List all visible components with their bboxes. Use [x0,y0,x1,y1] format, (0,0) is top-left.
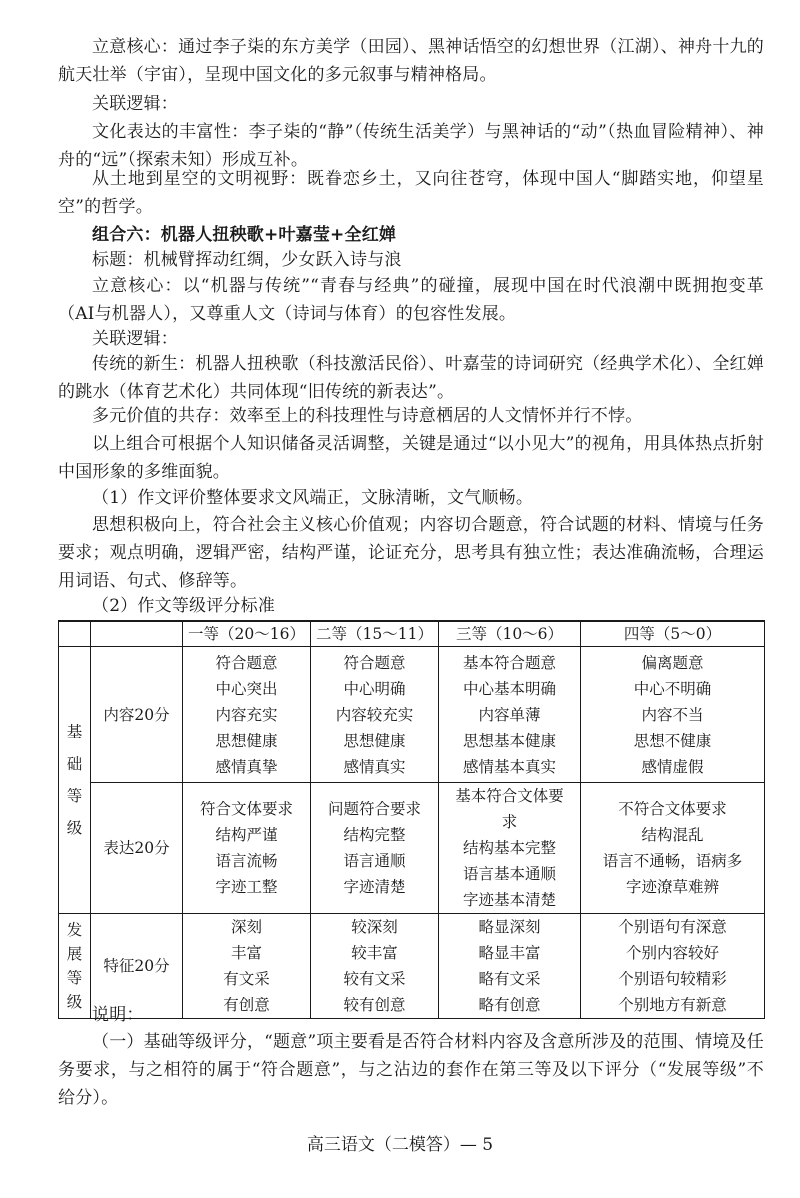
header-grade-4: 四等（5～0） [581,621,765,647]
cell-line: 个别语句较精彩 [618,970,727,988]
cell-line: 内容较充实 [335,705,414,724]
cell-line: 略有文采 [478,970,541,988]
cell-line: 符合题意 [343,653,406,672]
cell-line: 问题符合要求 [327,800,421,818]
cell-line: 语言基本通顺 [462,865,556,883]
cell-line: 字迹清楚 [343,878,406,896]
table-row-content [59,647,765,783]
cell-content-grade-2 [311,647,439,783]
cell-line: 感情真挚 [215,757,278,776]
row-label-content: 内容20分 [91,647,183,783]
row-label-feature: 特征20分 [91,914,183,1019]
cell-line: 内容不当 [641,705,704,724]
cell-line: 结构完整 [343,826,406,844]
notes-heading: 说明： [92,1005,144,1025]
page-footer: 高三语文（二模答）— 5 [306,1135,494,1155]
cell-line: 略有创意 [478,996,541,1014]
cell-line: 字迹工整 [215,878,278,896]
paragraph-logic-richness: 文化表达的丰富性：李子柒的“静”（传统生活美学）与黑神话的“动”（热血冒险精神）、神舟的“远”（探索未知）形成互补。 [58,122,764,170]
paragraph-title-6: 标题：机械臂挥动红绸，少女跃入诗与浪 [92,250,402,270]
grading-table [58,620,765,1019]
header-empty-cell [91,621,183,647]
level-dev-label: 发展等级 [66,921,83,1011]
cell-line: 思想健康 [343,731,406,750]
cell-line: 内容单薄 [478,705,541,724]
paragraph-logic-heading-6: 关联逻辑： [92,329,178,349]
cell-line: 基本符合文体要 [455,787,564,805]
cell-line: 个别内容较好 [625,944,719,962]
cell-line: 语言通顺 [343,852,406,870]
cell-content-grade-1 [183,647,311,783]
cell-line: 思想基本健康 [462,731,556,750]
cell-line: 个别地方有新意 [618,996,727,1014]
cell-line: 符合题意 [215,653,278,672]
paragraph-core-idea-6: 立意核心：以“机器与传统”“青春与经典”的碰撞，展现中国在时代浪潮中既拥抱变革（AI与机器人），又尊重人文（诗词与体育）的包容性发展。 [58,276,764,324]
cell-line: 思想不健康 [633,731,712,750]
paragraph-requirement-1: （1）作文评价整体要求文风端正，文脉清晰，文气顺畅。 [92,488,534,508]
cell-line: 感情基本真实 [462,757,556,776]
table-row-expression [59,783,765,914]
cell-line: 感情真实 [343,757,406,776]
cell-line: 中心明确 [343,679,406,698]
cell-line: 中心基本明确 [462,679,556,698]
cell-line: 基本符合题意 [462,653,556,672]
cell-line: 有文采 [223,970,270,988]
cell-line: 字迹潦草难辨 [625,878,719,896]
paragraph-logic-tradition: 传统的新生：机器人扭秧歌（科技激活民俗）、叶嘉莹的诗词研究（经典学术化）、全红婵的跳水（体育艺术化）共同体现“旧传统的新表达”。 [58,354,764,402]
cell-line: 略显丰富 [478,944,541,962]
cell-line: 结构基本完整 [462,839,556,857]
cell-line: 丰富 [230,944,262,962]
level-basic-label: 基础等级 [66,723,83,837]
level-basic-cell [59,647,91,914]
cell-line: 个别语句有深意 [618,918,727,936]
header-empty-cell [59,621,91,647]
paragraph-core-idea-5: 立意核心：通过李子柒的东方美学（田园）、黑神话悟空的幻想世界（江湖）、神舟十九的航天壮举（宇宙），呈现中国文化的多元叙事与精神格局。 [58,37,764,85]
cell-line: 中心突出 [215,679,278,698]
cell-expression-grade-3 [439,783,581,914]
cell-line: 中心不明确 [633,679,712,698]
cell-line: 内容充实 [215,705,278,724]
cell-line: 结构严谨 [215,826,278,844]
cell-line: 偏离题意 [641,653,704,672]
paragraph-logic-vision: 从土地到星空的文明视野：既眷恋乡土，又向往苍穹，体现中国人“脚踏实地，仰望星空”的哲学。 [58,169,764,217]
cell-line: 字迹基本清楚 [462,891,556,909]
cell-line: 结构混乱 [641,826,704,844]
cell-line: 略显深刻 [478,918,541,936]
cell-line: 思想健康 [215,731,278,750]
cell-line: 感情虚假 [641,757,704,776]
cell-expression-grade-4 [581,783,765,914]
table-header-row [59,621,765,647]
cell-line: 较丰富 [351,944,398,962]
paragraph-requirement-detail: 思想积极向上，符合社会主义核心价值观；内容切合题意，符合试题的材料、情境与任务要求；观点明确，逻辑严密，结构严谨，论证充分，思考具有独立性；表达准确流畅，合理运用词语、句式、修辞等。 [58,515,764,591]
cell-line: 较有创意 [343,996,406,1014]
header-grade-2: 二等（15～11） [311,621,439,647]
cell-content-grade-4 [581,647,765,783]
cell-line: 语言流畅 [215,852,278,870]
cell-line: 较深刻 [351,918,398,936]
cell-line: 不符合文体要求 [618,800,727,818]
paragraph-logic-heading-5: 关联逻辑： [92,94,178,114]
cell-line: 语言不通畅，语病多 [602,852,743,870]
cell-line: 较有文采 [343,970,406,988]
paragraph-summary: 以上组合可根据个人知识储备灵活调整，关键是通过“以小见大”的视角，用具体热点折射中国形象的多维面貌。 [58,434,764,482]
paragraph-logic-values: 多元价值的共存：效率至上的科技理性与诗意栖居的人文情怀并行不悖。 [92,406,643,426]
cell-content-grade-3 [439,647,581,783]
row-label-expression: 表达20分 [91,783,183,914]
cell-line: 求 [501,813,518,831]
cell-line: 符合文体要求 [199,800,293,818]
group-six-heading: 组合六：机器人扭秧歌+叶嘉莹+全红婵 [92,225,397,245]
cell-line: 深刻 [230,918,262,936]
header-grade-1: 一等（20～16） [183,621,311,647]
cell-expression-grade-1 [183,783,311,914]
paragraph-requirement-2: （2）作文等级评分标准 [92,596,276,616]
cell-expression-grade-2 [311,783,439,914]
header-grade-3: 三等（10～6） [439,621,581,647]
cell-line: 有创意 [223,996,270,1014]
notes-item-1: （一）基础等级评分，“题意”项主要看是否符合材料内容及含意所涉及的范围、情境及任务要求，与之相符的属于“符合题意”，与之沾边的套作在第三等及以下评分（“发展等级”不给分）。 [58,1032,764,1108]
